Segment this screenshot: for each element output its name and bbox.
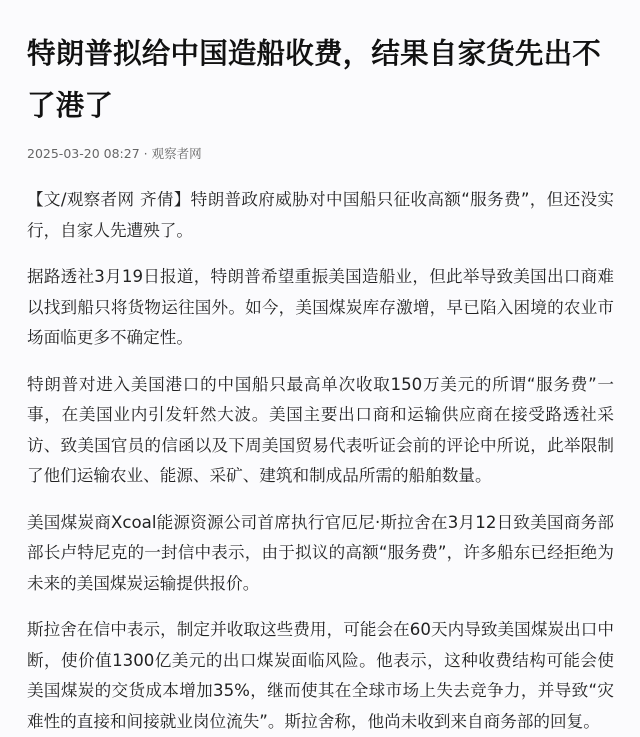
publish-datetime: 2025-03-20 08:27 (27, 146, 140, 161)
article-meta (27, 145, 614, 163)
meta-separator: · (143, 146, 148, 161)
paragraph: 美国煤炭商Xcoal能源资源公司首席执行官厄尼·斯拉舍在3月12日致美国商务部部长卢特尼克的一封信中表示，由于拟议的高额“服务费”，许多船东已经拒绝为未来的美国煤炭运输提供报价。 (27, 512, 614, 593)
paragraph: 斯拉舍在信中表示，制定并收取这些费用，可能会在60天内导致美国煤炭出口中断，使价值1300亿美元的出口煤炭面临风险。他表示，这种收费结构可能会使美国煤炭的交货成本增加35%，继而使其在全球市场上失去竞争力，并导致“灾难性的直接和间接就业岗位流失”。斯拉舍称，他尚未收到来自商务部的回复。 (27, 620, 614, 731)
paragraph: 【文/观察者网 齐倩】特朗普政府威胁对中国船只征收高额“服务费”，但还没实行，自家人先遭殃了。 (27, 190, 614, 240)
paragraph: 特朗普对进入美国港口的中国船只最高单次收取150万美元的所谓“服务费”一事，在美国业内引发轩然大波。美国主要出口商和运输供应商在接受路透社采访、致美国官员的信函以及下周美国贸易代表听证会前的评论中所说，此举限制了他们运输农业、能源、采矿、建筑和制成品所需的船舶数量。 (27, 374, 614, 485)
paragraph: 据路透社3月19日报道，特朗普希望重振美国造船业，但此举导致美国出口商难以找到船只将货物运往国外。如今，美国煤炭库存激增，早已陷入困境的农业市场面临更多不确定性。 (27, 267, 614, 347)
article-body (27, 185, 614, 737)
source-link[interactable]: 观察者网 (151, 146, 202, 161)
article-title: 特朗普拟给中国造船收费，结果自家货先出不了港了 (27, 37, 602, 122)
